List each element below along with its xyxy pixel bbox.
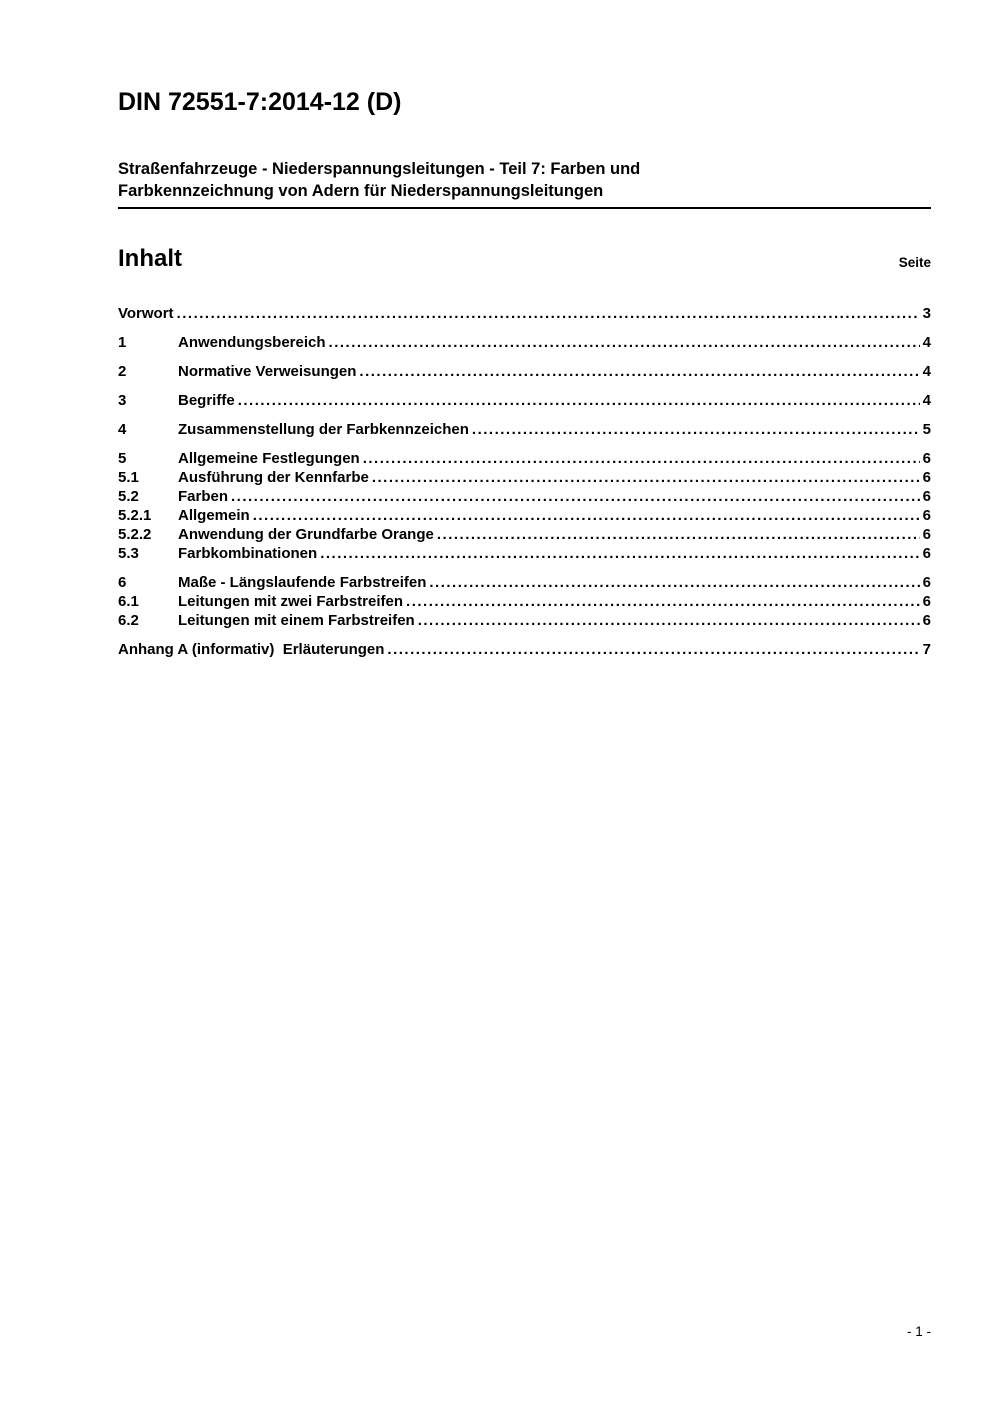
toc-dot-leader (363, 449, 920, 468)
toc-dot-leader (437, 525, 920, 544)
toc-entry-page: 6 (922, 488, 931, 505)
toc-entry-number: 2 (118, 363, 127, 380)
toc-entry-page: 7 (922, 641, 931, 658)
toc-list (118, 304, 931, 659)
document-number: DIN 72551-7:2014-12 (D) (118, 88, 402, 116)
toc-entry-page: 3 (922, 305, 931, 322)
toc-entry-number: 5.2 (118, 488, 139, 505)
toc-dot-leader (253, 506, 920, 525)
toc-entry-number: 5 (118, 450, 127, 467)
toc-entry-label: Farbkombinationen (178, 545, 318, 562)
toc-entry (118, 304, 931, 323)
toc-entry (118, 640, 931, 659)
toc-entry-page: 6 (922, 545, 931, 562)
toc-entry (118, 487, 931, 506)
toc-entry (118, 525, 931, 544)
toc-page-column-label: Seite (898, 255, 931, 270)
toc-entry (118, 391, 931, 410)
toc-entry (118, 573, 931, 592)
toc-entry-number: 5.1 (118, 469, 139, 486)
toc-entry-label: Anwendung der Grundfarbe Orange (178, 526, 434, 543)
toc-dot-leader (472, 420, 920, 439)
toc-entry-number: 5.2.1 (118, 507, 152, 524)
toc-entry-page: 4 (922, 334, 931, 351)
toc-entry-number: 5.2.2 (118, 526, 152, 543)
toc-entry-number: 6 (118, 574, 127, 591)
toc-title: Inhalt (118, 245, 182, 272)
toc-entry-number: 6.1 (118, 593, 139, 610)
toc-entry-label: Normative Verweisungen (178, 363, 357, 380)
toc-dot-leader (329, 333, 920, 352)
toc-entry-label: Allgemeine Festlegungen (178, 450, 360, 467)
toc-entry (118, 333, 931, 352)
toc-entry-label: Leitungen mit einem Farbstreifen (178, 612, 415, 629)
toc-entry-number: 5.3 (118, 545, 139, 562)
toc-entry-label: Ausführung der Kennfarbe (178, 469, 369, 486)
page-content (118, 0, 931, 659)
toc-entry-page: 4 (922, 392, 931, 409)
toc-entry-label: Begriffe (178, 392, 235, 409)
toc-entry-page: 6 (922, 574, 931, 591)
toc-entry-page: 5 (922, 421, 931, 438)
toc-dot-leader (418, 611, 920, 630)
toc-entry (118, 506, 931, 525)
toc-entry-number: 3 (118, 392, 127, 409)
toc-entry-label: Anhang A (informativ) Erläuterungen (118, 641, 385, 658)
document-title (118, 158, 931, 209)
page-number: - 1 - (906, 1324, 931, 1339)
toc-entry-page: 4 (922, 363, 931, 380)
toc-dot-leader (359, 362, 920, 381)
toc-dot-leader (320, 544, 920, 563)
toc-dot-leader (231, 487, 920, 506)
toc-dot-leader (406, 592, 920, 611)
toc-entry-page: 6 (922, 526, 931, 543)
document-title-line-2: Farbkennzeichnung von Adern für Niederspannungsleitungen (118, 182, 604, 200)
toc-entry (118, 592, 931, 611)
toc-entry-label: Maße - Längslaufende Farbstreifen (178, 574, 427, 591)
toc-dot-leader (372, 468, 920, 487)
toc-entry-label: Zusammenstellung der Farbkennzeichen (178, 421, 469, 438)
toc-entry-page: 6 (922, 612, 931, 629)
toc-dot-leader (429, 573, 920, 592)
toc-entry-page: 6 (922, 450, 931, 467)
toc-entry-page: 6 (922, 593, 931, 610)
toc-entry-label: Allgemein (178, 507, 250, 524)
toc-entry (118, 362, 931, 381)
toc-entry-label: Anwendungsbereich (178, 334, 326, 351)
toc-dot-leader (238, 391, 920, 410)
toc-entry-number: 4 (118, 421, 127, 438)
toc-entry-number: 6.2 (118, 612, 139, 629)
toc-entry (118, 420, 931, 439)
toc-entry-label: Vorwort (118, 305, 174, 322)
document-title-line-1: Straßenfahrzeuge - Niederspannungsleitungen - Teil 7: Farben und (118, 160, 641, 178)
toc-entry (118, 468, 931, 487)
toc-entry-page: 6 (922, 469, 931, 486)
toc-dot-leader (387, 640, 920, 659)
toc-entry (118, 449, 931, 468)
toc-entry (118, 544, 931, 563)
toc-entry-label: Leitungen mit zwei Farbstreifen (178, 593, 404, 610)
toc-header (118, 245, 931, 273)
toc-dot-leader (177, 304, 920, 323)
toc-entry-number: 1 (118, 334, 127, 351)
toc-entry (118, 611, 931, 630)
toc-entry-label: Farben (178, 488, 229, 505)
toc-entry-page: 6 (922, 507, 931, 524)
